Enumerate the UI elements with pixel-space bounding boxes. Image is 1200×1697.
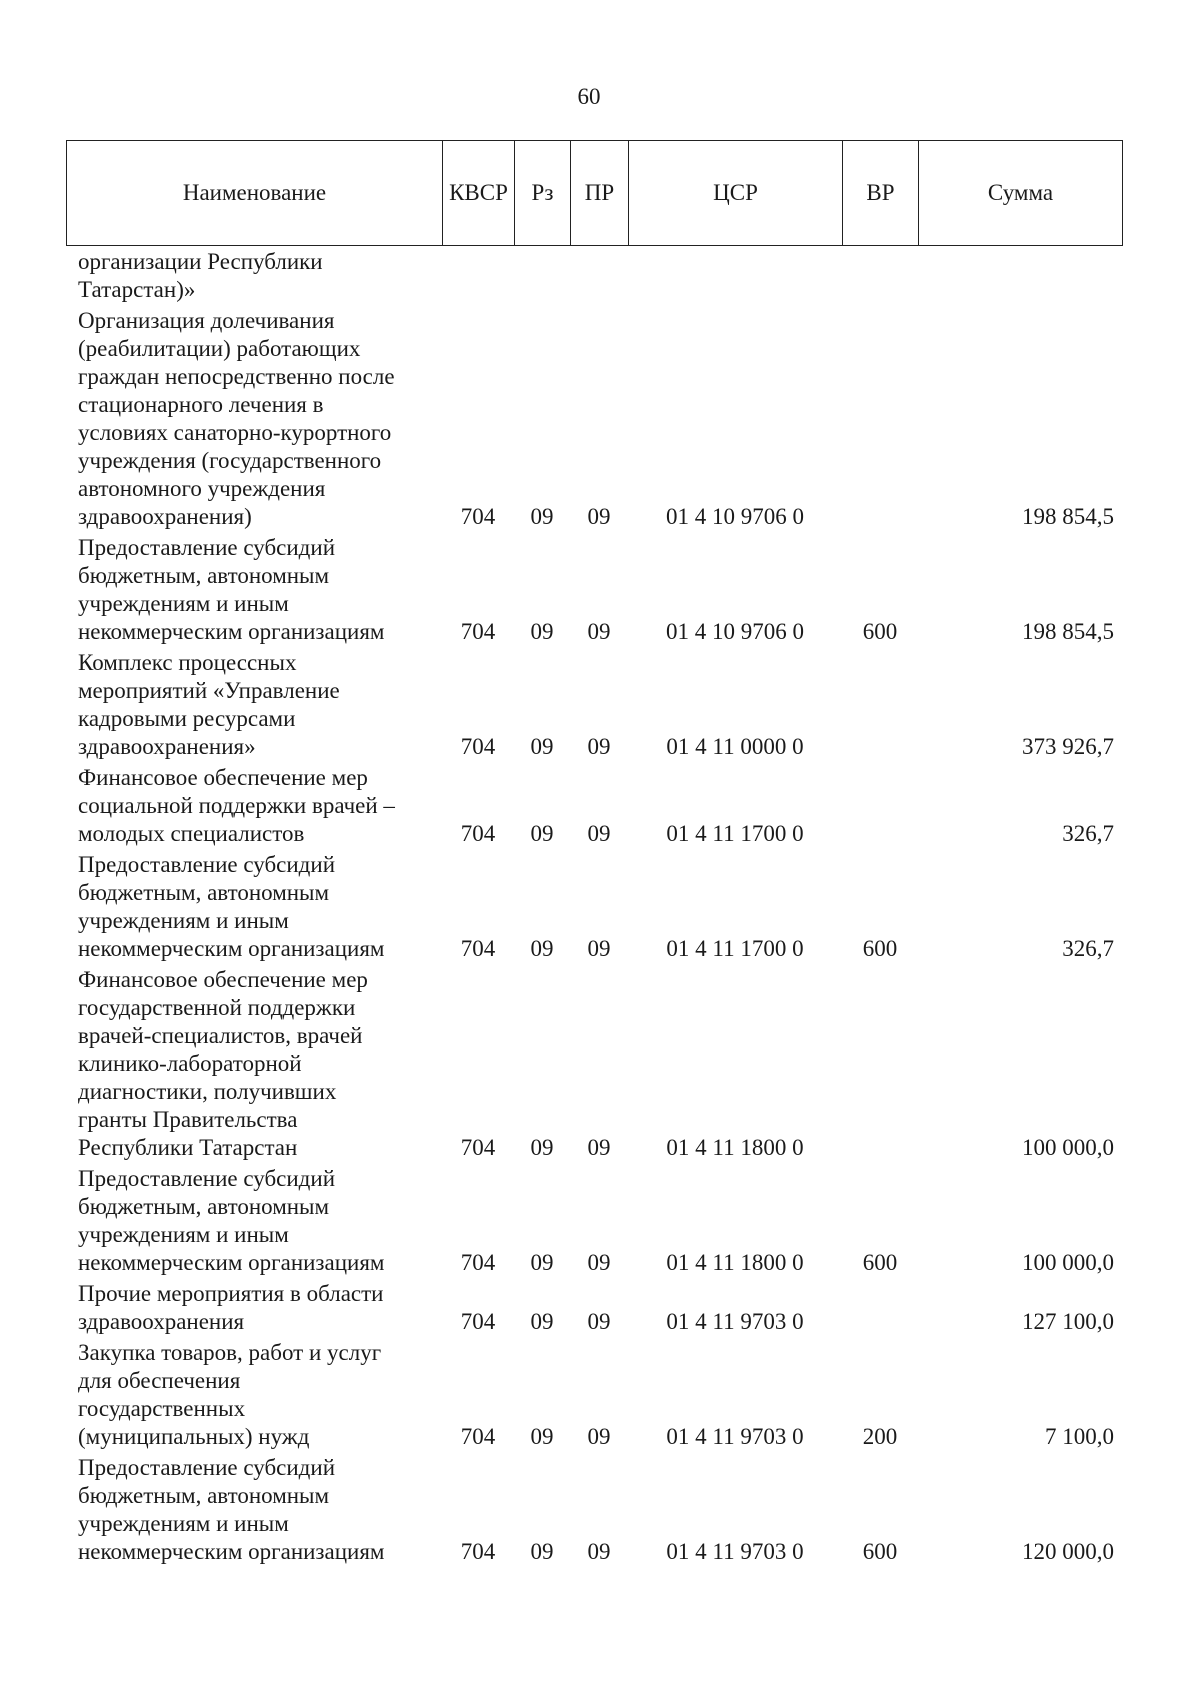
table-row: [66, 1165, 1122, 1280]
row-kvsr: 704: [460, 1309, 496, 1334]
row-rz: 09: [530, 1539, 554, 1564]
row-name: Предоставление субсидий бюджетным, автономным учреждениям и иным некоммерческим организациям: [78, 535, 385, 644]
row-sum: 100 000,0: [1022, 1135, 1114, 1160]
row-name: Финансовое обеспечение мер социальной поддержки врачей – молодых специалистов: [78, 765, 395, 846]
row-vr: [842, 307, 918, 534]
table-row: [66, 649, 1122, 764]
row-csr: 01 4 10 9706 0: [666, 504, 804, 529]
row-pr: 09: [587, 1424, 611, 1449]
row-vr: [842, 248, 918, 307]
row-rz: 09: [530, 821, 554, 846]
header-kvsr: КВСР: [443, 141, 515, 246]
row-csr: 01 4 11 1800 0: [666, 1250, 804, 1275]
row-vr: 600: [862, 619, 898, 644]
row-rz: 09: [530, 619, 554, 644]
budget-table-body: [66, 248, 1122, 1569]
row-csr: [628, 248, 842, 307]
row-pr: 09: [587, 619, 611, 644]
row-vr: 600: [862, 1250, 898, 1275]
table-row: [66, 534, 1122, 649]
row-rz: 09: [530, 1250, 554, 1275]
row-vr: [842, 966, 918, 1165]
row-pr: 09: [587, 504, 611, 529]
row-sum: 198 854,5: [1022, 504, 1114, 529]
row-kvsr: 704: [460, 821, 496, 846]
row-name: Предоставление субсидий бюджетным, автономным учреждениям и иным некоммерческим организациям: [78, 852, 385, 961]
row-csr: 01 4 11 9703 0: [666, 1539, 804, 1564]
table-row: [66, 851, 1122, 966]
row-sum: 373 926,7: [1022, 734, 1114, 759]
row-csr: 01 4 11 1700 0: [666, 936, 804, 961]
row-name: Финансовое обеспечение мер государственной поддержки врачей-специалистов, врачей клинико-лабораторной диагностики, получивших гранты Правительства Республики Татарстан: [78, 967, 368, 1160]
row-vr: 200: [862, 1424, 898, 1449]
header-name: Наименование: [67, 141, 443, 246]
row-vr: 600: [862, 1539, 898, 1564]
header-vr: ВР: [843, 141, 919, 246]
table-row: [66, 307, 1122, 534]
row-rz: 09: [530, 1424, 554, 1449]
row-name: организации Республики Татарстан)»: [78, 249, 323, 302]
table-row: [66, 1339, 1122, 1454]
row-csr: 01 4 11 0000 0: [666, 734, 804, 759]
row-vr: [842, 764, 918, 851]
row-name: Закупка товаров, работ и услуг для обеспечения государственных (муниципальных) нужд: [78, 1340, 382, 1449]
table-header: [66, 140, 1123, 246]
row-name: Комплекс процессных мероприятий «Управление кадровыми ресурсами здравоохранения»: [78, 650, 340, 759]
row-vr: [842, 649, 918, 764]
row-sum: [918, 248, 1122, 307]
row-rz: [514, 248, 570, 307]
row-csr: 01 4 11 1700 0: [666, 821, 804, 846]
row-sum: 120 000,0: [1022, 1539, 1114, 1564]
row-vr: 600: [862, 936, 898, 961]
row-kvsr: 704: [460, 1539, 496, 1564]
row-sum: 326,7: [1062, 936, 1114, 961]
row-pr: 09: [587, 1309, 611, 1334]
row-kvsr: 704: [460, 936, 496, 961]
page-number: 60: [577, 84, 601, 109]
row-pr: 09: [587, 1135, 611, 1160]
row-pr: 09: [587, 821, 611, 846]
row-name: Прочие мероприятия в области здравоохранения: [78, 1281, 384, 1334]
row-kvsr: [442, 248, 514, 307]
table-row: [66, 764, 1122, 851]
row-kvsr: 704: [460, 619, 496, 644]
row-csr: 01 4 11 9703 0: [666, 1424, 804, 1449]
row-csr: 01 4 11 1800 0: [666, 1135, 804, 1160]
table-row: [66, 966, 1122, 1165]
row-sum: 326,7: [1062, 821, 1114, 846]
row-sum: 7 100,0: [1045, 1424, 1114, 1449]
row-rz: 09: [530, 734, 554, 759]
row-name: Предоставление субсидий бюджетным, автономным учреждениям и иным некоммерческим организациям: [78, 1455, 385, 1564]
row-pr: 09: [587, 936, 611, 961]
row-name: Предоставление субсидий бюджетным, автономным учреждениям и иным некоммерческим организациям: [78, 1166, 385, 1275]
table-row: [66, 1454, 1122, 1569]
row-kvsr: 704: [460, 1250, 496, 1275]
header-rz: Рз: [515, 141, 571, 246]
row-kvsr: 704: [460, 1424, 496, 1449]
header-sum: Сумма: [919, 141, 1123, 246]
row-pr: [570, 248, 628, 307]
row-vr: [842, 1280, 918, 1339]
row-sum: 127 100,0: [1022, 1309, 1114, 1334]
header-csr: ЦСР: [629, 141, 843, 246]
table-row: [66, 248, 1122, 307]
row-csr: 01 4 11 9703 0: [666, 1309, 804, 1334]
row-csr: 01 4 10 9706 0: [666, 619, 804, 644]
table-row: [66, 1280, 1122, 1339]
row-sum: 198 854,5: [1022, 619, 1114, 644]
row-pr: 09: [587, 1250, 611, 1275]
row-kvsr: 704: [460, 504, 496, 529]
row-sum: 100 000,0: [1022, 1250, 1114, 1275]
row-rz: 09: [530, 936, 554, 961]
row-rz: 09: [530, 1135, 554, 1160]
row-pr: 09: [587, 1539, 611, 1564]
row-pr: 09: [587, 734, 611, 759]
row-name: Организация долечивания (реабилитации) работающих граждан непосредственно после стационарного лечения в условиях санаторно-курортного учреждения (государственного автономного учреждения здравоохранения): [78, 308, 395, 529]
row-rz: 09: [530, 504, 554, 529]
row-kvsr: 704: [460, 1135, 496, 1160]
header-pr: ПР: [571, 141, 629, 246]
row-kvsr: 704: [460, 734, 496, 759]
row-rz: 09: [530, 1309, 554, 1334]
